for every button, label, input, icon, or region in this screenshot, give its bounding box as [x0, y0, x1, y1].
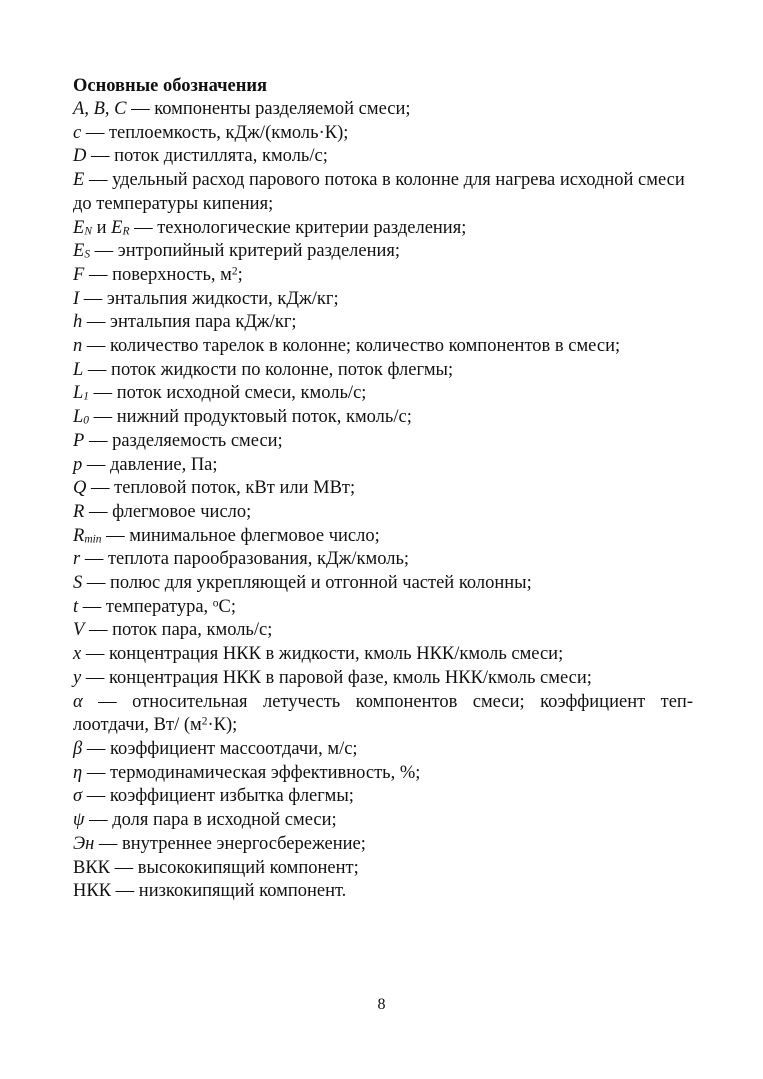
- definition-tail: С;: [218, 596, 237, 617]
- notation-entry: [73, 240, 693, 264]
- subscript: R: [122, 225, 130, 238]
- definition: — нижний продуктовый поток, кмоль/с;: [89, 407, 412, 428]
- notation-entry: [73, 335, 693, 359]
- symbol: t: [73, 596, 79, 617]
- notation-entry: [73, 833, 693, 857]
- symbol: α: [73, 691, 83, 712]
- definition: — концентрация НКК в жидкости, кмоль НКК/кмоль смеси;: [81, 644, 564, 665]
- symbol: V: [73, 620, 85, 641]
- symbol: R: [73, 501, 85, 522]
- definition: — теплоемкость, кДж/(кмоль·К);: [81, 122, 349, 143]
- symbol: L: [73, 359, 84, 380]
- definition: — флегмовое число;: [84, 501, 252, 522]
- symbol: ВКК: [73, 857, 111, 878]
- notation-entry: [73, 288, 693, 312]
- definition: — внутреннее энергосбережение;: [94, 833, 366, 854]
- symbol: D: [73, 146, 87, 167]
- definition: — минимальное флегмовое число;: [101, 525, 380, 546]
- definition: — разделяемость смеси;: [84, 430, 283, 451]
- definition: — концентрация НКК в паровой фазе, кмоль НКК/кмоль смеси;: [81, 667, 592, 688]
- notation-entry: [73, 501, 693, 525]
- definition: — давление, Па;: [82, 454, 218, 475]
- notation-entry: [73, 359, 693, 383]
- notation-entry: [73, 596, 693, 620]
- definition: — поток жидкости по колонне, поток флегмы;: [83, 359, 454, 380]
- subscript: 1: [83, 391, 90, 404]
- notation-entry: [73, 572, 693, 596]
- symbol: E: [73, 217, 85, 238]
- notation-entry: [73, 619, 693, 643]
- symbol: E: [111, 217, 123, 238]
- definition: — полюс для укрепляющей и отгонной частей колонны;: [82, 573, 532, 594]
- notation-entry: [73, 122, 693, 146]
- symbol: C: [114, 99, 127, 119]
- symbol: η: [73, 762, 83, 783]
- definition: — энтальпия пара кДж/кг;: [82, 312, 297, 333]
- definition: — энтропийный критерий разделения;: [90, 241, 401, 262]
- notation-entry: [73, 311, 693, 335]
- definition: — поверхность, м: [84, 264, 232, 285]
- subscript: min: [84, 533, 102, 546]
- definition: — поток дистиллята, кмоль/с;: [86, 146, 328, 167]
- definition: — коэффициент массоотдачи, м/с;: [82, 738, 358, 759]
- notation-entry: [73, 430, 693, 454]
- definition: — доля пара в исходной смеси;: [84, 810, 337, 831]
- notation-entry: [73, 643, 693, 667]
- definition: — теплота парообразования, кДж/кмоль;: [80, 549, 410, 570]
- symbol: r: [73, 549, 81, 570]
- notation-entry: [73, 762, 693, 786]
- notation-entry: [73, 217, 693, 241]
- superscript: о: [212, 597, 219, 610]
- notation-entry: [73, 857, 693, 881]
- symbol: E: [73, 170, 85, 191]
- symbol: НКК: [73, 881, 112, 902]
- definition: — технологические критерии разделения;: [129, 217, 467, 238]
- notation-entry: [73, 667, 693, 691]
- symbol: F: [73, 264, 85, 285]
- notation-entry: [73, 264, 693, 288]
- notation-entry: [73, 548, 693, 572]
- subscript: N: [84, 225, 92, 238]
- definition: — поток пара, кмоль/с;: [84, 620, 273, 641]
- symbol: x: [73, 644, 82, 665]
- notation-entry: [73, 169, 693, 216]
- notation-entry: [73, 738, 693, 762]
- symbol: R: [73, 525, 85, 546]
- symbol: P: [73, 430, 85, 451]
- joiner: и: [91, 217, 112, 238]
- symbol: Q: [73, 478, 87, 499]
- definition: — относительная летучесть компонентов смеси; коэффициент теп-лоотдачи, Вт/ (м: [73, 691, 693, 736]
- definition: — температура,: [78, 596, 213, 617]
- symbol: Эн: [73, 833, 95, 854]
- symbol: c: [73, 122, 82, 143]
- notation-entry: [73, 406, 693, 430]
- definition: — количество тарелок в колонне; количество компонентов в смеси;: [82, 336, 621, 357]
- notation-entry: [73, 525, 693, 549]
- notation-entry: [73, 809, 693, 833]
- definition-tail: ·К);: [207, 715, 238, 736]
- symbol: n: [73, 336, 83, 357]
- notation-entry: [73, 785, 693, 809]
- symbol: L: [73, 407, 84, 428]
- definition: — низкокипящий компонент.: [111, 881, 347, 902]
- symbol: E: [73, 241, 85, 262]
- subscript: S: [84, 248, 91, 261]
- notation-entry: [73, 477, 693, 501]
- symbol: h: [73, 312, 83, 333]
- symbol: σ: [73, 786, 83, 807]
- symbol: B: [93, 99, 105, 119]
- definition: — компоненты разделяемой смеси;: [126, 99, 411, 119]
- notation-entry: [73, 145, 693, 169]
- symbol: β: [73, 738, 83, 759]
- symbol: y: [73, 667, 82, 688]
- symbol: S: [73, 573, 83, 594]
- symbol: L: [73, 383, 84, 404]
- symbol: p: [73, 454, 83, 475]
- section-heading: Основные обозначения: [73, 76, 268, 96]
- notation-entry: [73, 454, 693, 478]
- definition: — удельный расход парового потока в колонне для нагрева исходной смеси до температуры кипения;: [73, 170, 685, 214]
- superscript: 2: [201, 715, 208, 728]
- notation-list: [73, 98, 693, 904]
- page-number: 8: [377, 996, 386, 1013]
- definition: — энтальпия жидкости, кДж/кг;: [79, 288, 339, 309]
- definition: — поток исходной смеси, кмоль/с;: [89, 383, 367, 404]
- notation-entry: [73, 382, 693, 406]
- symbol: ψ: [73, 810, 85, 831]
- definition-tail: ;: [237, 264, 243, 285]
- definition: — тепловой поток, кВт или МВт;: [86, 478, 356, 499]
- definition: — термодинамическая эффективность, %;: [82, 762, 421, 783]
- symbol: I: [73, 288, 80, 309]
- symbol: A: [73, 99, 85, 119]
- superscript: 2: [231, 265, 238, 278]
- notation-entry: [73, 880, 693, 904]
- notation-entry: A, B, C — компоненты разделяемой смеси;: [73, 99, 411, 119]
- notation-entry: [73, 691, 693, 738]
- subscript: 0: [83, 414, 90, 427]
- definition: — коэффициент избытка флегмы;: [82, 786, 354, 807]
- definition: — высококипящий компонент;: [110, 857, 359, 878]
